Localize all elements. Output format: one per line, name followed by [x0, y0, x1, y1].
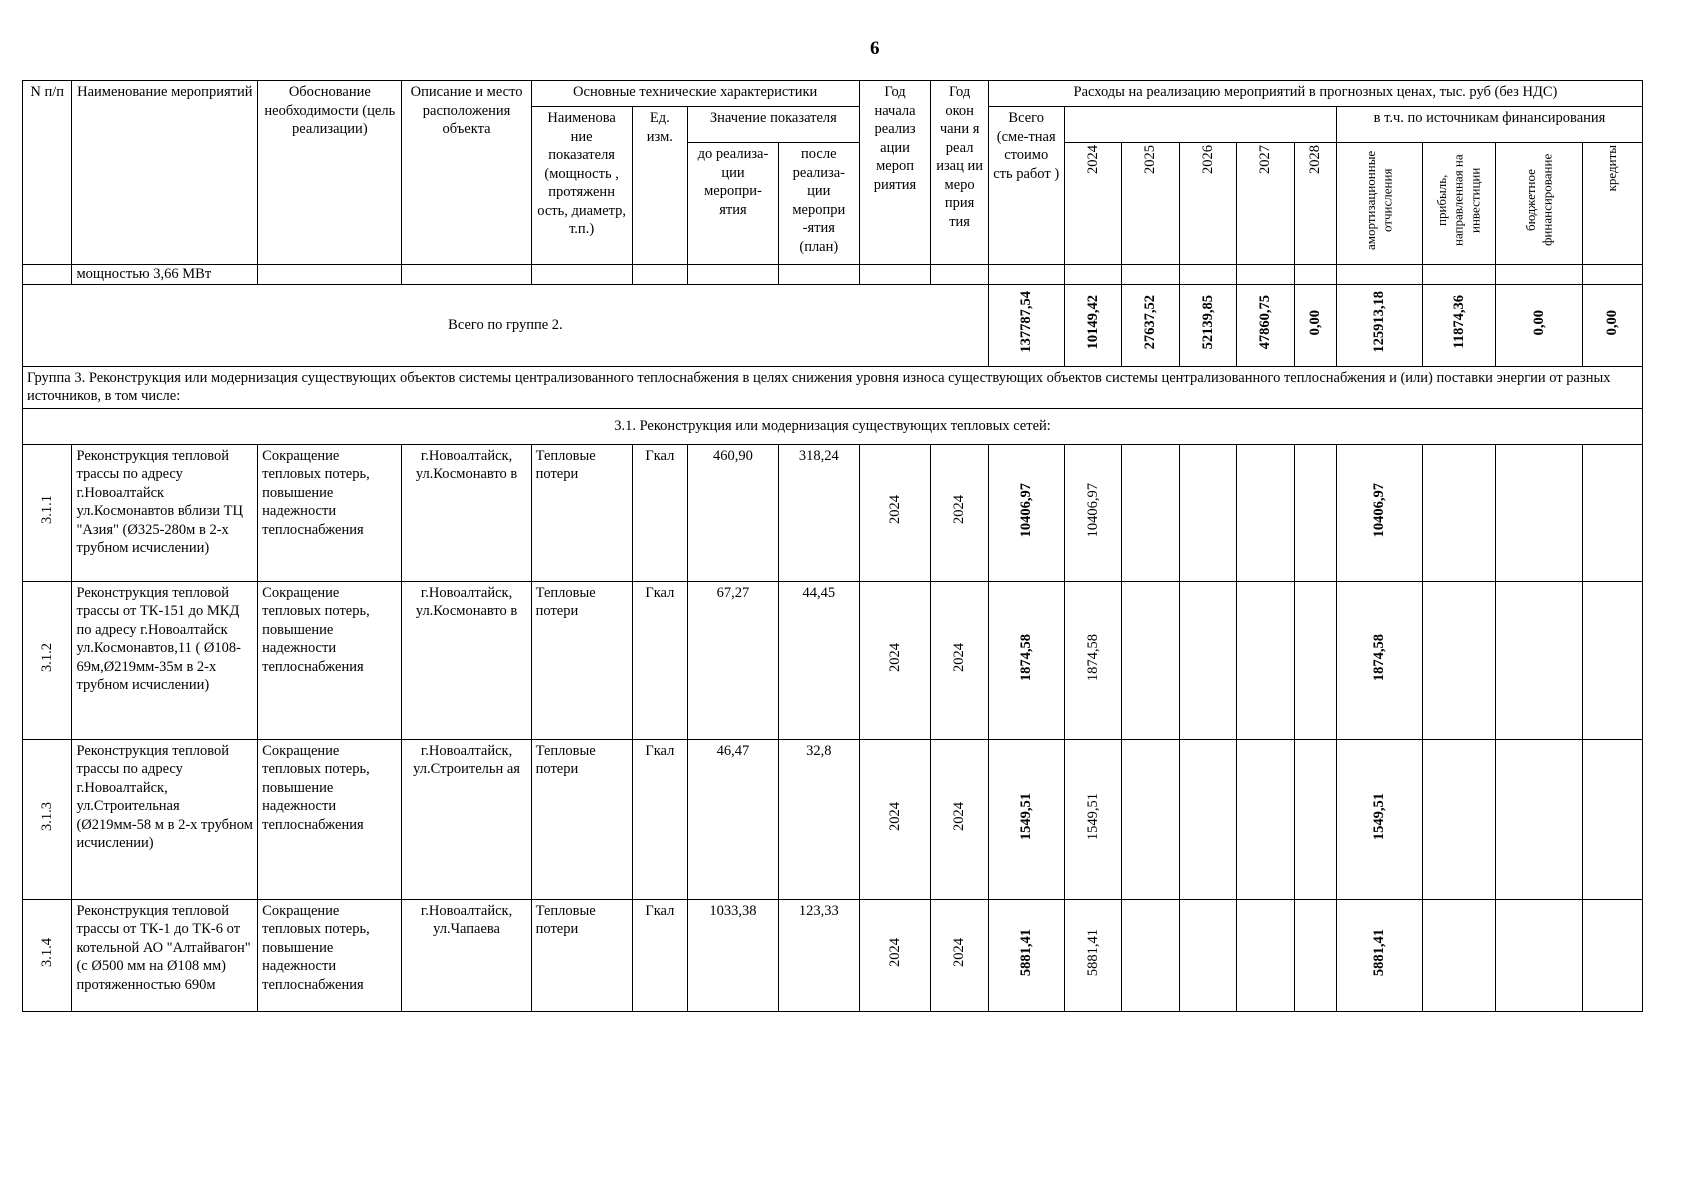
header-costs-group: Расходы на реализацию мероприятий в прогнозных ценах, тыс. руб (без НДС) — [988, 81, 1642, 107]
header-after: после реализа-ции меропри -ятия (план) — [778, 143, 859, 265]
group2-total-credits: 0,00 — [1604, 309, 1621, 335]
group3-title-row — [23, 366, 1643, 408]
row-num: 3.1.4 — [38, 937, 55, 967]
header-unit: Ед. изм. — [632, 107, 688, 265]
row-year-end: 2024 — [951, 937, 968, 967]
row-2024: 5881,41 — [1084, 928, 1101, 976]
row-amortization: 5881,41 — [1371, 928, 1388, 976]
row-unit: Гкал — [632, 739, 688, 899]
header-sources-group: в т.ч. по источникам финансирования — [1336, 107, 1642, 143]
row-total: 10406,97 — [1017, 482, 1034, 538]
header-description: Описание и место расположения объекта — [402, 81, 531, 265]
row-after: 44,45 — [778, 581, 859, 739]
row-year-start: 2024 — [886, 495, 903, 525]
row-location: г.Новоалтайск, ул.Космонавто в — [402, 444, 531, 581]
header-year-2025: 2025 — [1122, 143, 1180, 265]
header-justification: Обоснование необходимости (цель реализации) — [258, 81, 402, 265]
row-unit: Гкал — [632, 444, 688, 581]
row-total: 1874,58 — [1017, 633, 1034, 681]
row-indicator: Тепловые потери — [531, 581, 632, 739]
row-2024: 10406,97 — [1084, 482, 1101, 538]
row-year-end: 2024 — [951, 495, 968, 525]
header-years-blank — [1064, 107, 1336, 143]
row-indicator: Тепловые потери — [531, 739, 632, 899]
header-source-credits: кредиты — [1583, 143, 1643, 265]
row-indicator: Тепловые потери — [531, 444, 632, 581]
row-amortization: 10406,97 — [1371, 482, 1388, 538]
row-before: 460,90 — [688, 444, 779, 581]
group3-subtitle-row — [23, 408, 1643, 444]
row-location: г.Новоалтайск, ул.Чапаева — [402, 899, 531, 1011]
group2-total-label: Всего по группе 2. — [23, 284, 989, 366]
row-name: Реконструкция тепловой трассы по адресу г.Новоалтайск, ул.Строительная (Ø219мм-58 м в 2-х трубном исчислении) — [72, 739, 258, 899]
header-num: N п/п — [23, 81, 72, 265]
row-name: Реконструкция тепловой трассы по адресу г.Новоалтайск ул.Космонавтов вблизи ТЦ "Азия" (Ø325-280м в 2-х трубном исчислении) — [72, 444, 258, 581]
header-year-2027: 2027 — [1237, 143, 1295, 265]
table-row — [23, 444, 1643, 581]
header-source-profit: прибыль, направленная на инвестиции — [1422, 143, 1496, 265]
header-year-start: Год начала реализ ации мероп риятия — [859, 81, 931, 265]
header-indicator-name: Наименова ние показателя (мощность , протяженн ость, диаметр, т.п.) — [531, 107, 632, 265]
header-total-cost: Всего (сме-тная стоимо сть работ ) — [988, 107, 1064, 265]
row-indicator: Тепловые потери — [531, 899, 632, 1011]
row-num: 3.1.1 — [38, 495, 55, 525]
row-after: 32,8 — [778, 739, 859, 899]
row-year-start: 2024 — [886, 801, 903, 831]
header-source-amortization: амортизационные отчисления — [1336, 143, 1422, 265]
header-source-budget: бюджетное финансирование — [1496, 143, 1583, 265]
row-unit: Гкал — [632, 581, 688, 739]
row-after: 123,33 — [778, 899, 859, 1011]
group2-total-cost: 137787,54 — [1017, 291, 1034, 354]
group2-total-amortization: 125913,18 — [1371, 291, 1388, 354]
group2-total-2028: 0,00 — [1307, 309, 1324, 335]
group3-subtitle: 3.1. Реконструкция или модернизация существующих тепловых сетей: — [23, 408, 1643, 444]
row-2024: 1549,51 — [1084, 792, 1101, 840]
row-before: 67,27 — [688, 581, 779, 739]
row-amortization: 1874,58 — [1371, 633, 1388, 681]
row-justification: Сокращение тепловых потерь, повышение надежности теплоснабжения — [258, 739, 402, 899]
row-year-end: 2024 — [951, 642, 968, 672]
group2-total-profit: 11874,36 — [1450, 295, 1467, 350]
row-before: 1033,38 — [688, 899, 779, 1011]
header-year-2026: 2026 — [1179, 143, 1237, 265]
row-total: 5881,41 — [1017, 928, 1034, 976]
group2-total-2026: 52139,85 — [1199, 295, 1216, 350]
row-location: г.Новоалтайск, ул.Строительн ая — [402, 739, 531, 899]
row-justification: Сокращение тепловых потерь, повышение надежности теплоснабжения — [258, 444, 402, 581]
row-amortization: 1549,51 — [1371, 792, 1388, 840]
table-row — [23, 899, 1643, 1011]
carry-row — [23, 265, 1643, 285]
header-value-group: Значение показателя — [688, 107, 860, 143]
header-year-end: Год окон чани я реал изац ии меро прия тия — [931, 81, 989, 265]
table-row — [23, 739, 1643, 899]
row-justification: Сокращение тепловых потерь, повышение надежности теплоснабжения — [258, 581, 402, 739]
header-year-2024: 2024 — [1064, 143, 1122, 265]
row-justification: Сокращение тепловых потерь, повышение надежности теплоснабжения — [258, 899, 402, 1011]
row-unit: Гкал — [632, 899, 688, 1011]
row-num: 3.1.2 — [38, 642, 55, 672]
header-year-2028: 2028 — [1294, 143, 1336, 265]
header-name: Наименование мероприятий — [72, 81, 258, 265]
header-before: до реализа-ции меропри-ятия — [688, 143, 779, 265]
measures-table — [22, 80, 1643, 1012]
page-number: 6 — [870, 38, 880, 59]
row-location: г.Новоалтайск, ул.Космонавто в — [402, 581, 531, 739]
group2-total-row — [23, 284, 1643, 366]
group2-total-2024: 10149,42 — [1084, 295, 1101, 350]
row-total: 1549,51 — [1017, 792, 1034, 840]
row-name: Реконструкция тепловой трассы от ТК-1 до ТК-6 от котельной АО "Алтайвагон" (с Ø500 мм на Ø108 мм) протяженностью 690м — [72, 899, 258, 1011]
group2-total-2025: 27637,52 — [1142, 295, 1159, 350]
carry-row-text: мощностью 3,66 МВт — [72, 265, 258, 285]
row-name: Реконструкция тепловой трассы от ТК-151 до МКД по адресу г.Новоалтайск ул.Космонавтов,11 ( Ø108-69м,Ø219мм-35м в 2-х трубном исчислении) — [72, 581, 258, 739]
row-2024: 1874,58 — [1084, 633, 1101, 681]
group2-total-2027: 47860,75 — [1257, 295, 1274, 350]
row-before: 46,47 — [688, 739, 779, 899]
table-row — [23, 581, 1643, 739]
row-year-end: 2024 — [951, 801, 968, 831]
header-tech-group: Основные технические характеристики — [531, 81, 859, 107]
group3-title: Группа 3. Реконструкция или модернизация существующих объектов системы централизованного теплоснабжения в целях снижения уровня износа существующих объектов системы централизованного теплоснабжения и (или) поставки энергии от разных источников, в том числе: — [23, 366, 1643, 408]
row-after: 318,24 — [778, 444, 859, 581]
row-year-start: 2024 — [886, 937, 903, 967]
group2-total-budget: 0,00 — [1531, 309, 1548, 335]
row-year-start: 2024 — [886, 642, 903, 672]
row-num: 3.1.3 — [38, 801, 55, 831]
